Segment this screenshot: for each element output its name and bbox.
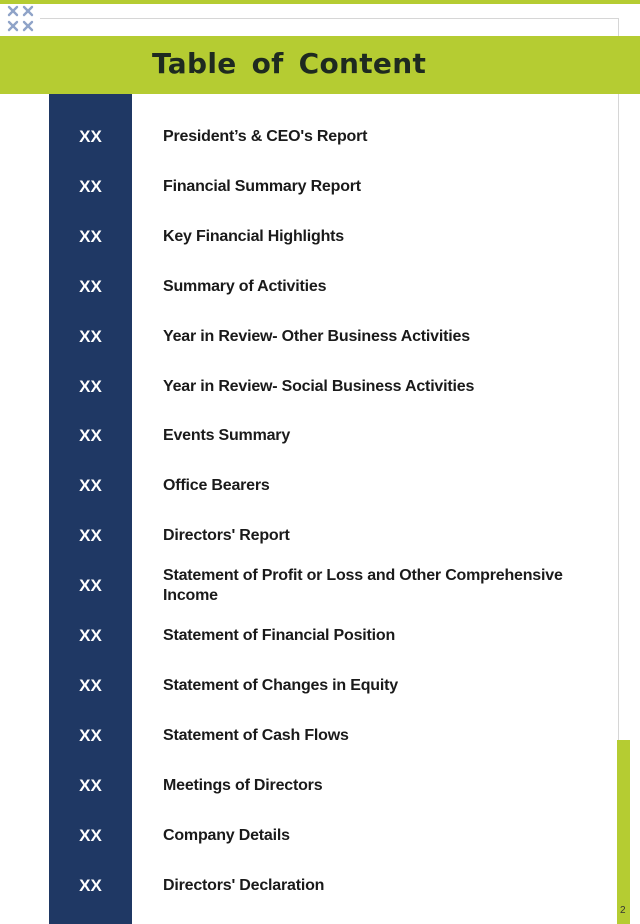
toc-row [0, 711, 640, 761]
toc-entry-label: Summary of Activities [163, 277, 327, 295]
toc-entry-label: Directors' Declaration [163, 876, 325, 894]
toc-entry-label: Year in Review- Social Business Activities [163, 377, 475, 395]
toc-row [0, 162, 640, 212]
toc-entry-label: Company Details [163, 826, 290, 844]
accent-bar [617, 740, 630, 924]
toc-entry-label: Financial Summary Report [163, 177, 361, 195]
toc-page-number: XX [79, 875, 102, 895]
toc-row [0, 861, 640, 911]
toc-page-number: XX [79, 276, 102, 296]
toc-page-number: XX [79, 526, 102, 546]
toc-page-number: XX [79, 626, 102, 645]
toc-entry-label: Statement of Cash Flows [163, 726, 349, 744]
toc-row [0, 811, 640, 861]
toc-row [0, 561, 640, 611]
page-title: Table of Content [152, 47, 427, 80]
toc-page-number: XX [79, 825, 102, 845]
toc-entry-label: Meetings of Directors [163, 776, 323, 794]
toc-page-number: XX [79, 226, 102, 246]
toc-page-number: XX [79, 176, 102, 196]
toc-row [0, 262, 640, 312]
toc-row [0, 661, 640, 711]
frame-top-border [40, 18, 618, 19]
toc-page-number: XX [79, 326, 102, 346]
toc-row [0, 212, 640, 262]
toc-entry-label: Statement of Profit or Loss and Other Comprehensive Income [163, 567, 563, 605]
toc-page-number: XX [79, 127, 102, 146]
toc-entry-label: Events Summary [163, 427, 291, 445]
page-number: 2 [620, 905, 626, 916]
toc-row [0, 112, 640, 162]
toc-page-number: XX [79, 576, 102, 596]
toc-row [0, 461, 640, 511]
toc-row [0, 312, 640, 362]
toc-page-number: XX [79, 426, 102, 446]
toc-page-number: XX [79, 476, 102, 496]
toc-row [0, 411, 640, 461]
toc-row [0, 611, 640, 661]
toc-entry-label: President’s & CEO's Report [163, 128, 368, 145]
toc-entry-label: Year in Review- Other Business Activities [163, 327, 470, 345]
toc-row [0, 761, 640, 811]
toc-entry-label: Statement of Financial Position [163, 627, 396, 644]
toc-entry-label: Statement of Changes in Equity [163, 676, 398, 694]
toc-entry-label: Directors' Report [163, 527, 290, 545]
toc-row [0, 511, 640, 561]
x-marks-icon [6, 4, 36, 34]
toc-page-number: XX [79, 376, 102, 396]
toc-entry-label: Key Financial Highlights [163, 227, 345, 245]
toc-entry-label: Office Bearers [163, 477, 270, 495]
toc-page-number: XX [79, 775, 102, 795]
toc-page-number: XX [79, 725, 102, 745]
toc-row [0, 362, 640, 412]
top-accent-line [0, 0, 640, 4]
toc-page-number: XX [79, 675, 102, 695]
